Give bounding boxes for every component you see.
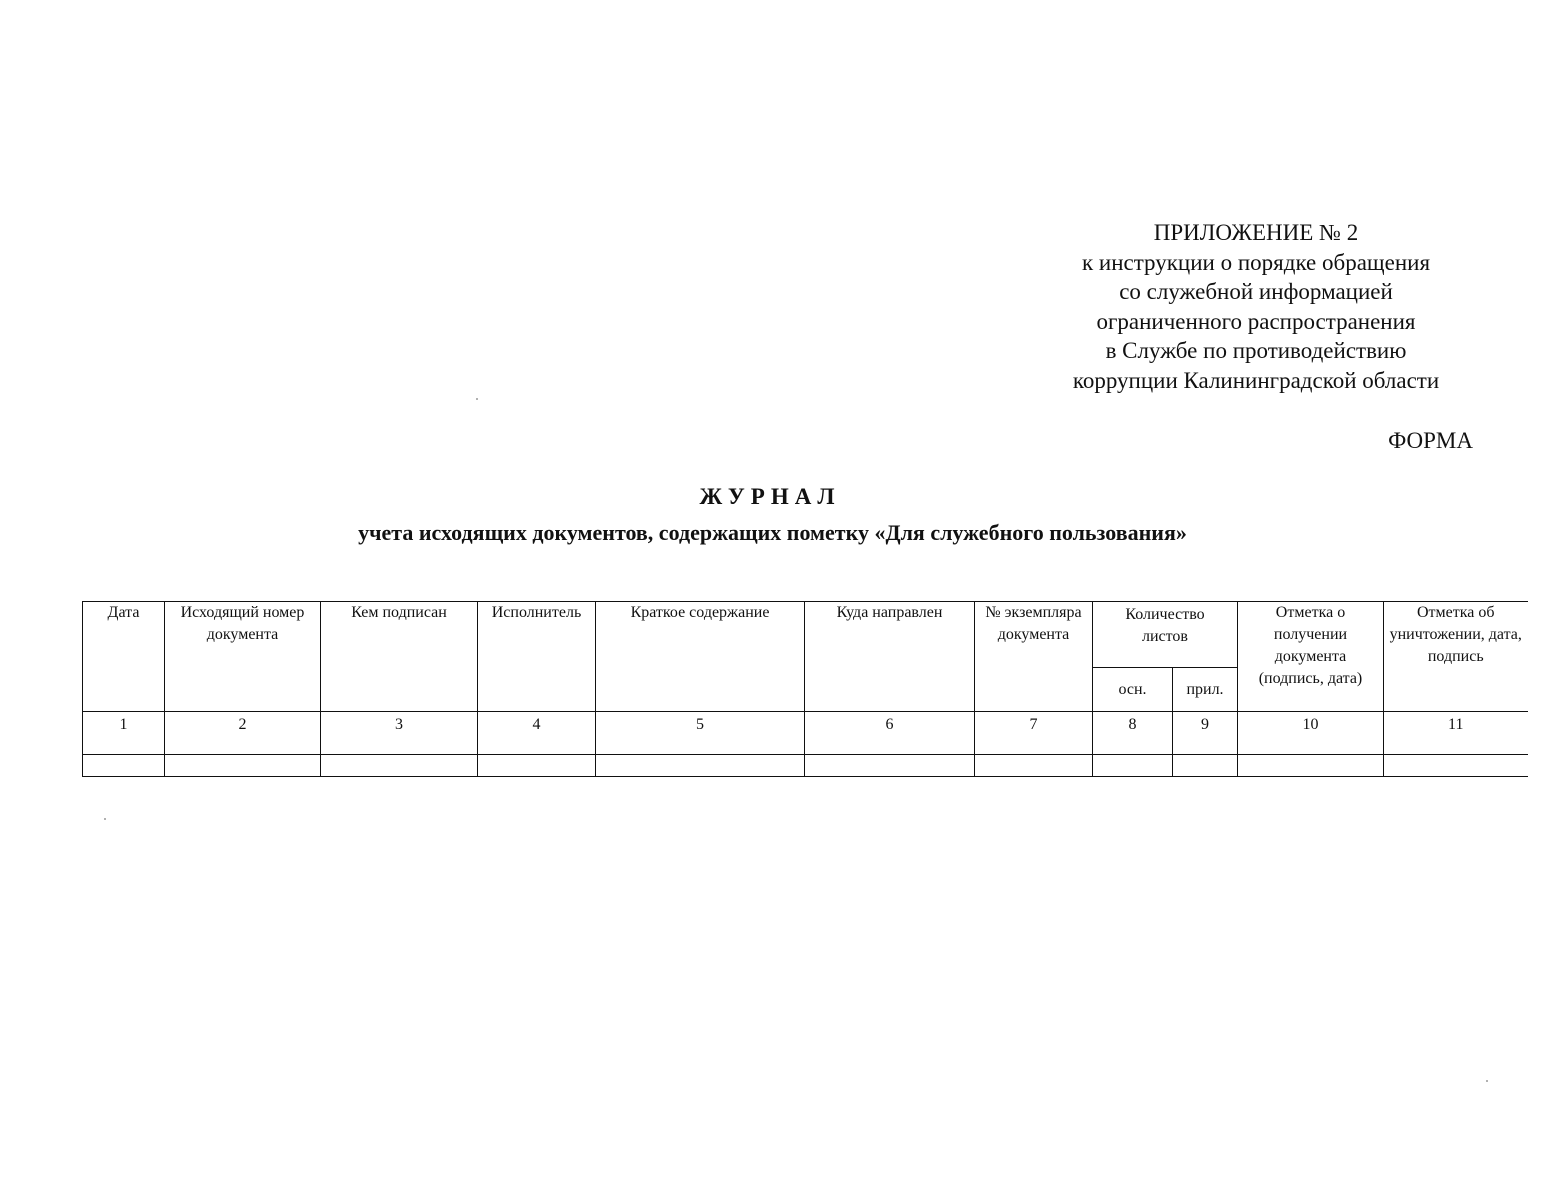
header-destruction-mark: Отметка об уничтожении, дата, подпись [1384,602,1528,712]
empty-cell [805,755,975,777]
header-signed-by: Кем подписан [321,602,478,712]
appendix-line: в Службе по противодействию [1105,338,1407,363]
receipt-mark-note: (подпись, дата) [1258,670,1363,687]
empty-cell [165,755,321,777]
header-summary: Краткое содержание [596,602,805,712]
column-number: 3 [321,712,478,755]
column-number: 10 [1238,712,1384,755]
column-number: 5 [596,712,805,755]
empty-cell [975,755,1093,777]
empty-cell [1093,755,1173,777]
header-date: Дата [83,602,165,712]
form-label: ФОРМА [1388,428,1473,453]
journal-subtitle: учета исходящих документов, содержащих пометку «Для служебного пользования» [358,520,1187,545]
empty-cell [321,755,478,777]
header-outgoing-number: Исходящий номер документа [165,602,321,712]
journal-table [82,601,1528,777]
appendix-line: к инструкции о порядке обращения [1081,249,1431,275]
empty-cell [596,755,805,777]
column-number: 2 [165,712,321,755]
empty-cell [1384,755,1528,777]
receipt-mark-text: Отметка о получении документа [1273,604,1348,665]
header-destination: Куда направлен [805,602,975,712]
column-number: 9 [1173,712,1238,755]
appendix-block [1040,218,1472,395]
column-number: 6 [805,712,975,755]
empty-cell [83,755,165,777]
appendix-line: со служебной информацией [1119,279,1393,304]
empty-cell [478,755,596,777]
journal-title: ЖУРНАЛ [699,484,841,509]
header-sheets-attach: прил. [1173,668,1238,712]
appendix-line: коррупции Калининградской области [1072,367,1440,393]
scan-speck [1486,1080,1488,1082]
header-sheets-main: осн. [1093,668,1173,712]
scan-speck [476,398,478,400]
empty-cell [1238,755,1384,777]
column-number: 11 [1384,712,1528,755]
appendix-line: ПРИЛОЖЕНИЕ № 2 [1153,220,1359,245]
header-sheet-count: Количество листов [1093,602,1238,668]
column-number: 4 [478,712,596,755]
column-number: 1 [83,712,165,755]
appendix-line: ограниченного распространения [1096,308,1416,334]
column-number: 7 [975,712,1093,755]
header-executor: Исполнитель [478,602,596,712]
header-receipt-mark [1238,602,1384,712]
empty-cell [1173,755,1238,777]
header-copy-number: № экземпляра документа [975,602,1093,712]
column-number: 8 [1093,712,1173,755]
scan-speck [104,818,106,820]
